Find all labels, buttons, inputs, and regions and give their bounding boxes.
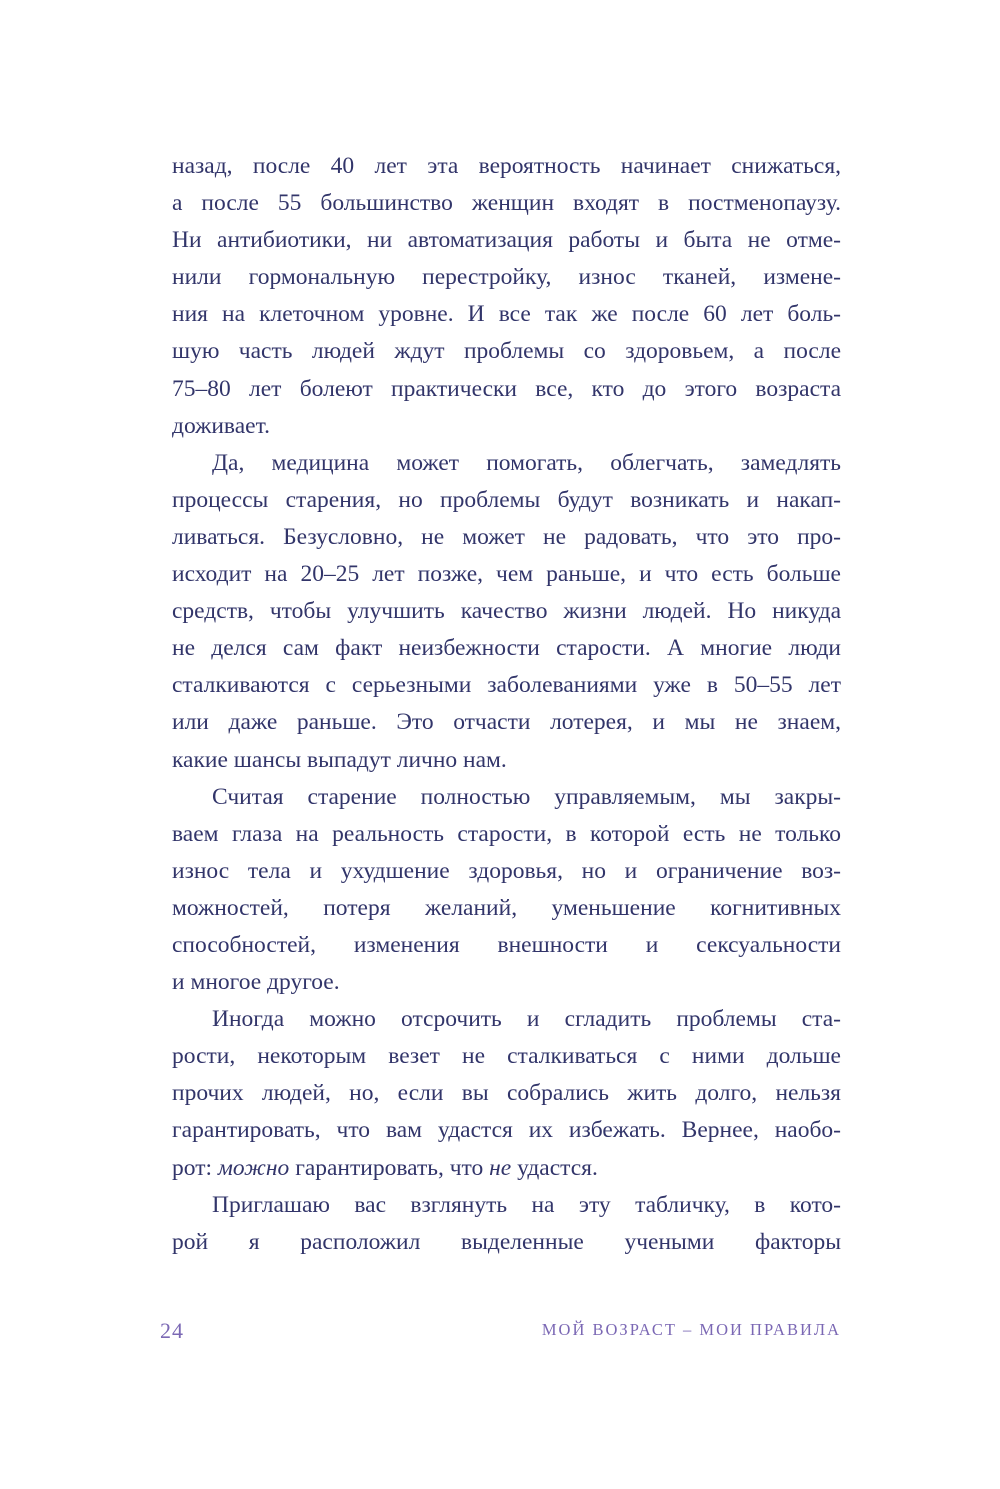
text-fragment: удастся. (511, 1154, 598, 1181)
running-title: МОЙ ВОЗРАСТ – МОИ ПРАВИЛА (541, 1320, 841, 1339)
text-line: Да, медицина может помогать, облегчать, замедлять (212, 449, 841, 476)
text-line: износ тела и ухудшение здоровья, но и ограничение воз- (172, 857, 841, 884)
page-number: 24 (160, 1318, 184, 1343)
page-footer (160, 1318, 841, 1348)
text-line: прочих людей, но, если вы собрались жить долго, нельзя (172, 1080, 841, 1107)
text-line: способностей, изменения внешности и сексуальности (172, 931, 841, 958)
text-line: ваем глаза на реальность старости, в которой есть не только (172, 820, 841, 847)
text-line: Ни антибиотики, ни автоматизация работы и быта не отме- (172, 227, 841, 254)
text-line: назад, после 40 лет эта вероятность начинает снижаться, (172, 153, 841, 179)
text-line: и многое другое. (172, 969, 340, 996)
text-line: ливаться. Безусловно, не может не радовать, что это про- (172, 523, 841, 550)
paragraph (172, 779, 841, 1002)
text-line: нили гормональную перестройку, износ тканей, измене- (172, 264, 841, 291)
text-line-with-emphasis (172, 1150, 841, 1187)
text-line: процессы старения, но проблемы будут возникать и накап- (172, 486, 841, 513)
text-line: исходит на 20–25 лет позже, чем раньше, и что есть больше (172, 561, 841, 588)
text-line: шую часть людей ждут проблемы со здоровьем, а после (172, 338, 841, 365)
text-line: ния на клеточном уровне. И все так же после 60 лет боль- (172, 301, 841, 328)
paragraph (172, 445, 841, 779)
emphasis-text: не (489, 1154, 512, 1181)
text-line: Иногда можно отсрочить и сгладить проблемы ста- (212, 1006, 841, 1033)
body-text (172, 148, 841, 1261)
text-line: можностей, потеря желаний, уменьшение когнитивных (172, 894, 841, 921)
emphasis-text: можно (217, 1154, 290, 1181)
paragraph (172, 1187, 841, 1261)
text-line: средств, чтобы улучшить качество жизни людей. Но никуда (172, 598, 841, 625)
text-line: или даже раньше. Это отчасти лотерея, и мы не знаем, (172, 709, 841, 736)
text-line: рой я расположил выделенные учеными факторы (172, 1228, 841, 1255)
text-line: сталкиваются с серьезными заболеваниями уже в 50–55 лет (172, 672, 841, 699)
text-line: гарантировать, что вам удастся их избежать. Вернее, наобо- (172, 1117, 841, 1144)
text-line: Приглашаю вас взглянуть на эту табличку, в кото- (212, 1191, 841, 1218)
text-line: какие шансы выпадут лично нам. (172, 746, 507, 773)
text-line: рости, некоторым везет не сталкиваться с ними дольше (172, 1043, 841, 1070)
text-fragment: рот: (172, 1154, 218, 1181)
text-line: Считая старение полностью управляемым, мы закры- (212, 783, 841, 810)
text-line: не делся сам факт неизбежности старости. А многие люди (172, 635, 841, 662)
text-line: а после 55 большинство женщин входят в постменопаузу. (172, 190, 841, 217)
text-line: 75–80 лет болеют практически все, кто до этого возраста (172, 375, 841, 402)
paragraph (172, 148, 841, 445)
paragraph (172, 1001, 841, 1186)
text-line: доживает. (172, 412, 270, 439)
text-fragment: гарантировать, что (289, 1154, 490, 1181)
